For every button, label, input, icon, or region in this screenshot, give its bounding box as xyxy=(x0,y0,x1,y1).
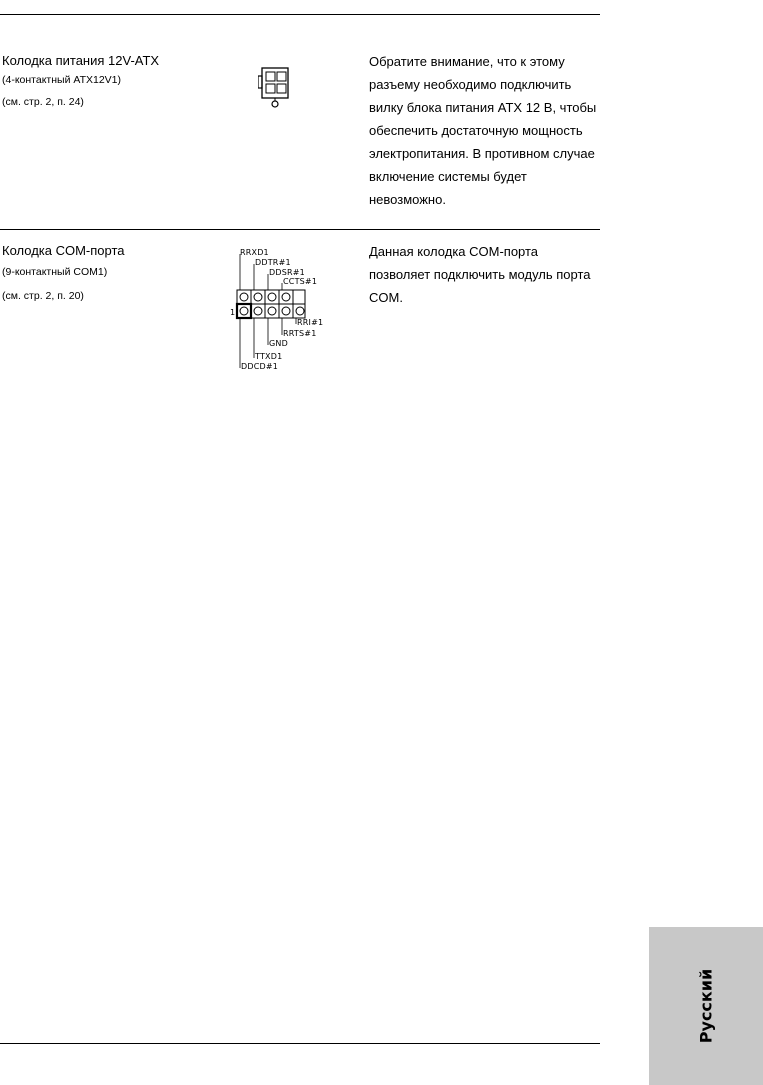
pin-label-gnd: GND xyxy=(269,339,288,348)
atx12v-pin-count: (4-контактный ATX12V1) xyxy=(2,74,122,86)
pin-1-marker: 1 xyxy=(230,308,236,317)
com-pin-count: (9-контактный COM1) xyxy=(2,266,108,278)
top-rule xyxy=(0,14,600,15)
pin-label-ttxd1: TTXD1 xyxy=(255,352,283,361)
com-title: Колодка COM-порта xyxy=(2,243,125,258)
pin-label-ccts1: CCTS#1 xyxy=(283,277,318,286)
com-connector-diagram xyxy=(228,246,338,372)
atx12v-connector-diagram xyxy=(258,67,290,109)
section-divider xyxy=(0,229,600,230)
bottom-rule xyxy=(0,1043,600,1044)
language-tab xyxy=(649,927,763,1085)
com-description: Данная колодка COM-порта позволяет подключить модуль порта COM. xyxy=(369,244,591,305)
pin-label-ddtr1: DDTR#1 xyxy=(255,258,291,267)
pin-label-rri1: RRI#1 xyxy=(297,318,324,327)
atx12v-description: Обратите внимание, что к этому разъему необходимо подключить вилку блока питания ATX 12 В, чтобы обеспечить достаточную мощность электропитания. В противном случае включение системы будет невозможно. xyxy=(369,54,597,207)
pin-label-ddcd1: DDCD#1 xyxy=(241,362,279,371)
atx12v-title: Колодка питания 12V-ATX xyxy=(2,53,160,68)
pin-label-rrxd1: RRXD1 xyxy=(240,248,269,257)
pin-label-rrts1: RRTS#1 xyxy=(283,329,317,338)
com-page-ref: (см. стр. 2, п. 20) xyxy=(2,290,84,302)
atx12v-page-ref: (см. стр. 2, п. 24) xyxy=(2,96,84,108)
pin-label-ddsr1: DDSR#1 xyxy=(269,268,305,277)
language-tab-label: Русский xyxy=(696,968,716,1044)
